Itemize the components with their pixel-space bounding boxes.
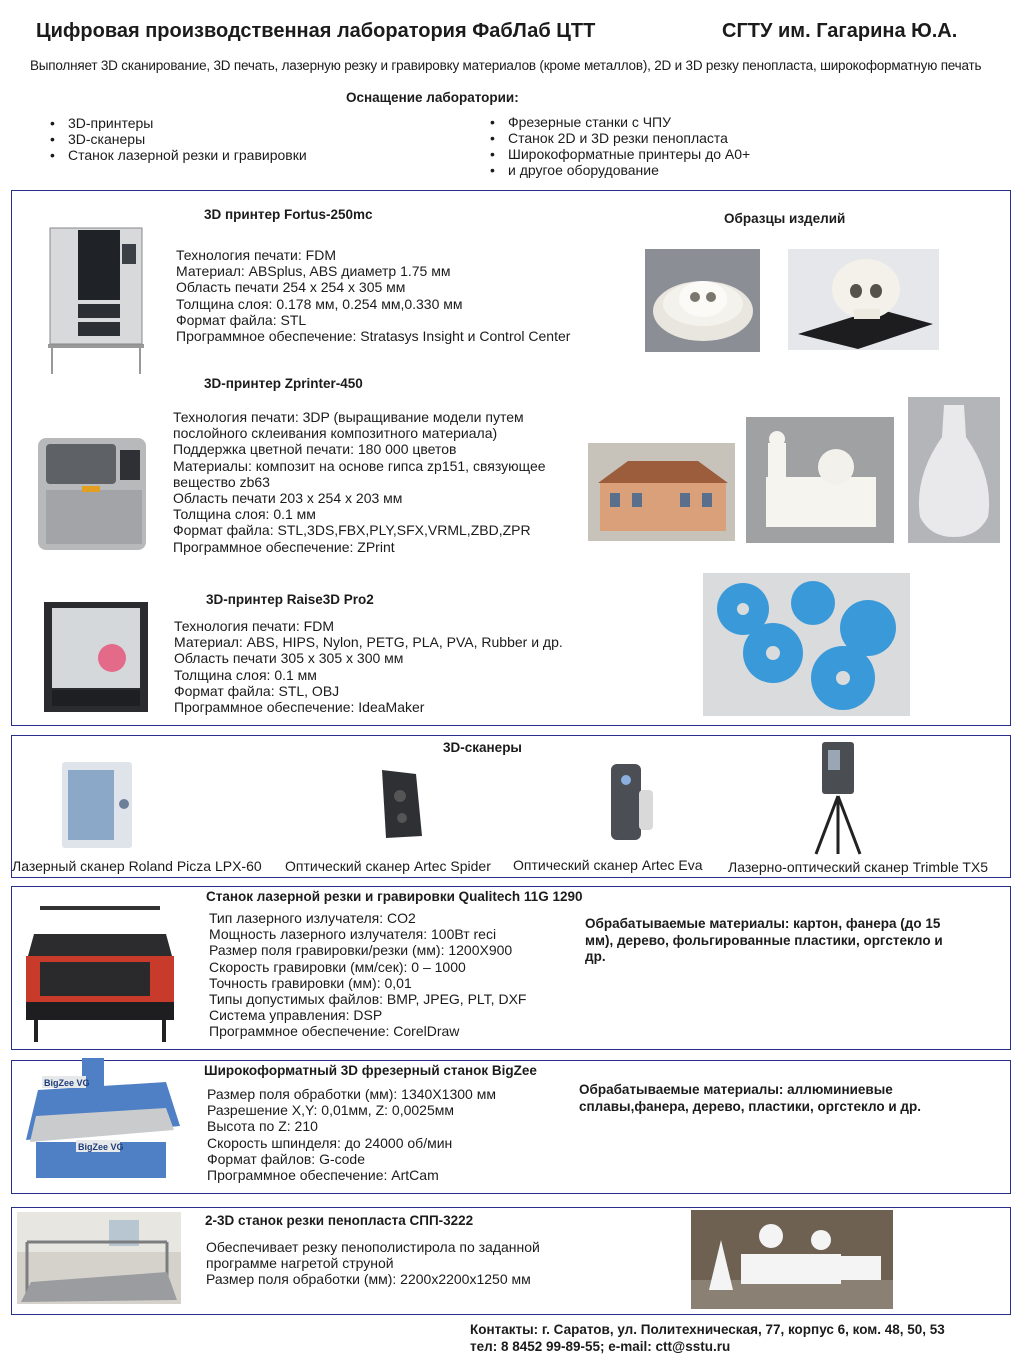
spec-line: Толщина слоя: 0.1 мм: [173, 506, 316, 523]
foam-specs: [206, 1239, 540, 1288]
zprinter-title: 3D-принтер Zprinter-450: [204, 376, 363, 391]
foam-reindeer-sample-image: [691, 1210, 893, 1309]
bigzee-mill-image: [16, 1056, 184, 1192]
contacts-phone-email: тел: 8 8452 99-89-55; e-mail: ctt@sstu.ru: [470, 1339, 731, 1354]
spec-line: Тип лазерного излучателя: CO2: [209, 910, 416, 926]
spec-line: Программное обеспечение: ZPrint: [173, 538, 395, 555]
scanner-caption: Лазерный сканер Roland Picza LPX-60: [12, 858, 262, 874]
sample-vase-image: [908, 397, 1000, 543]
spec-line: Область печати 305 x 305 x 300 мм: [174, 650, 404, 667]
scanners-title: 3D-сканеры: [443, 740, 522, 755]
equipment-item: • 3D-сканеры: [50, 131, 307, 147]
materials-line: Обрабатываемые материалы: картон, фанера (до 15: [585, 916, 941, 931]
scanner-caption: Оптический сканер Artec Eva: [513, 857, 703, 873]
bigzee-label: BigZee VG: [78, 1142, 124, 1152]
page-title: Цифровая производственная лаборатория ФабЛаб ЦТТ: [36, 20, 596, 42]
spec-line: Программное обеспечение: CorelDraw: [209, 1023, 460, 1040]
raise3d-title: 3D-принтер Raise3D Pro2: [206, 592, 374, 607]
mill-materials: [579, 1082, 921, 1115]
roland-scanner-image: [58, 760, 136, 850]
spec-line: Формат файла: STL,3DS,FBX,PLY,SFX,VRML,ZBD,ZPR: [173, 522, 531, 539]
equipment-list-left: [50, 115, 307, 163]
sample-house-image: [588, 443, 735, 541]
contacts-address: Контакты: г. Саратов, ул. Политехническая, 77, корпус 6, ком. 48, 50, 53: [470, 1322, 945, 1337]
spec-line: программе нагретой струной: [206, 1255, 394, 1272]
spec-line: Размер поля обработки (мм): 1340X1300 мм: [207, 1086, 496, 1102]
spec-line: Толщина слоя: 0.1 мм: [174, 666, 317, 683]
scanner-caption: Лазерно-оптический сканер Trimble TX5: [728, 859, 989, 875]
spec-line: Программное обеспечение: IdeaMaker: [174, 699, 425, 716]
spec-line: Технология печати: FDM: [174, 618, 334, 634]
university-title: СГТУ им. Гагарина Ю.А.: [722, 20, 958, 42]
trimble-scanner-image: [808, 740, 868, 856]
spec-line: Обеспечивает резку пенополистирола по заданной: [206, 1239, 540, 1255]
materials-line: др.: [585, 949, 606, 964]
equipment-item: • Фрезерные станки с ЧПУ: [490, 114, 750, 130]
spec-line: Материалы: композит на основе гипса zp151, связующее: [173, 457, 546, 474]
fortus-specs: [176, 247, 570, 344]
equipment-list-right: [490, 114, 750, 178]
spec-line: вещество zb63: [173, 473, 270, 490]
spec-line: послойного склеивания композитного материала): [173, 425, 498, 442]
spec-line: Формат файла: STL: [176, 311, 307, 328]
spec-line: Толщина слоя: 0.178 мм, 0.254 мм,0.330 мм: [176, 295, 463, 312]
spec-line: Область печати 254 x 254 x 305 мм: [176, 279, 406, 296]
sample-blue-gears-image: [703, 573, 910, 716]
spec-line: Скорость гравировки (мм/сек): 0 – 1000: [209, 958, 466, 975]
laser-materials: [585, 916, 943, 966]
sample-skull-image: [788, 249, 939, 350]
spec-line: Формат файла: STL, OBJ: [174, 682, 340, 699]
scanner-caption: Оптический сканер Artec Spider: [285, 858, 491, 874]
equipment-item: • Станок лазерной резки и гравировки: [50, 147, 307, 163]
zprinter-specs: [173, 409, 546, 555]
spec-line: Технология печати: 3DP (выращивание модели путем: [173, 409, 524, 425]
materials-line: мм), дерево, фольгированные пластики, оргстекло и: [585, 932, 943, 948]
foam-cutter-image: [17, 1212, 181, 1304]
fortus-title: 3D принтер Fortus-250mc: [204, 207, 373, 222]
spec-line: Материал: ABSplus, ABS диаметр 1.75 мм: [176, 263, 451, 280]
materials-line: сплавы,фанера, дерево, пластики, оргстекло и др.: [579, 1098, 921, 1114]
spec-line: Разрешение X,Y: 0,01мм, Z: 0,0025мм: [207, 1102, 454, 1119]
raise3d-specs: [174, 618, 563, 715]
spec-line: Технология печати: FDM: [176, 247, 336, 263]
laser-title: Станок лазерной резки и гравировки Qualitech 11G 1290: [206, 889, 583, 904]
bigzee-label: BigZee VG: [44, 1078, 90, 1088]
mill-title: Широкоформатный 3D фрезерный станок BigZee: [204, 1063, 537, 1078]
materials-line: Обрабатываемые материалы: аллюминиевые: [579, 1082, 893, 1097]
fortus-printer-image: [42, 224, 150, 374]
spec-line: Формат файлов: G-code: [207, 1150, 365, 1167]
equipment-title: Оснащение лаборатории:: [346, 90, 519, 105]
spec-line: Размер поля гравировки/резки (мм): 1200X900: [209, 942, 513, 959]
laser-machine-image: [20, 904, 180, 1046]
samples-title: Образцы изделий: [724, 211, 846, 226]
foam-title: 2-3D станок резки пенопласта СПП-3222: [205, 1213, 474, 1228]
artec-eva-image: [603, 760, 659, 846]
spec-line: Программное обеспечение: ArtCam: [207, 1167, 439, 1184]
sample-church-image: [746, 417, 894, 543]
spec-line: Поддержка цветной печати: 180 000 цветов: [173, 441, 457, 458]
spec-line: Размер поля обработки (мм): 2200x2200x1250 мм: [206, 1271, 531, 1288]
spec-line: Программное обеспечение: Stratasys Insight и Control Center: [176, 328, 571, 345]
zprinter-image: [32, 428, 152, 558]
spec-line: Область печати 203 x 254 x 203 мм: [173, 490, 403, 507]
sample-gear-skull-image: [645, 249, 760, 352]
spec-line: Типы допустимых файлов: BMP, JPEG, PLT, DXF: [209, 991, 527, 1008]
spec-line: Система управления: DSP: [209, 1007, 383, 1024]
mill-specs: [207, 1086, 496, 1183]
spec-line: Материал: ABS, HIPS, Nylon, PETG, PLA, PVA, Rubber и др.: [174, 634, 563, 651]
contacts-block: [470, 1321, 945, 1355]
spec-line: Высота по Z: 210: [207, 1118, 318, 1135]
spec-line: Мощность лазерного излучателя: 100Вт reci: [209, 926, 497, 943]
equipment-item: • и другое оборудование: [490, 162, 750, 178]
lab-services-description: Выполняет 3D сканирование, 3D печать, лазерную резку и гравировку материалов (кроме металлов), 2D и 3D резку пенопласта, широкоформатную печать: [30, 58, 982, 73]
spec-line: Точность гравировки (мм): 0,01: [209, 974, 412, 991]
artec-spider-image: [372, 766, 430, 842]
equipment-item: • Широкоформатные принтеры до А0+: [490, 146, 750, 162]
equipment-item: • 3D-принтеры: [50, 115, 307, 131]
equipment-item: • Станок 2D и 3D резки пенопласта: [490, 130, 750, 146]
laser-specs: [209, 910, 526, 1040]
raise3d-printer-image: [40, 598, 152, 716]
spec-line: Скорость шпинделя: до 24000 об/мин: [207, 1134, 453, 1151]
